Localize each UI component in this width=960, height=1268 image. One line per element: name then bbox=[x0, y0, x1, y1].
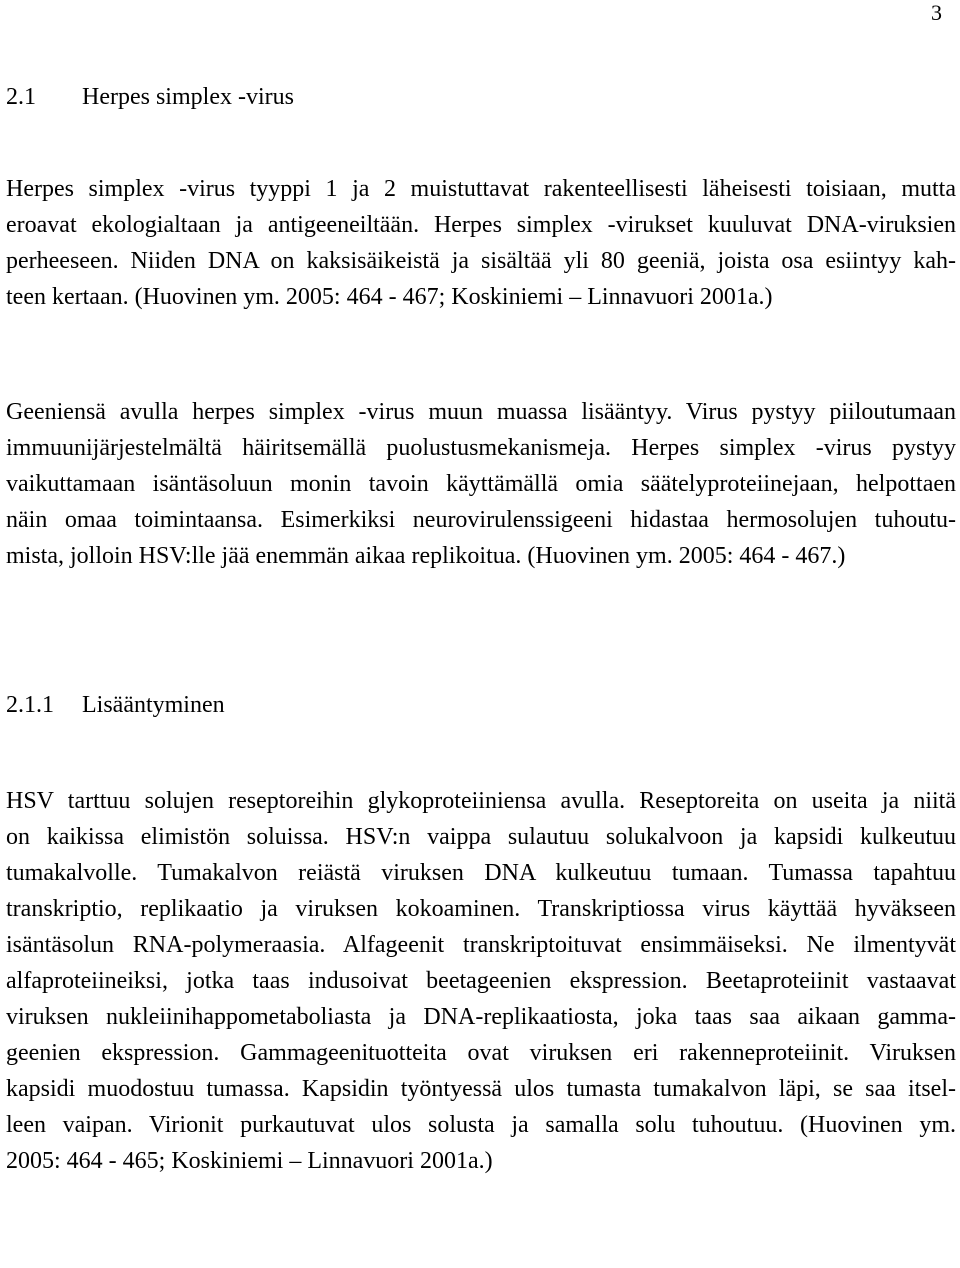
subsection-heading bbox=[6, 692, 225, 719]
paragraph-2 bbox=[6, 394, 956, 574]
page-number: 3 bbox=[931, 0, 942, 25]
paragraph-line: geenien ekspression. Gammageenituotteita ovat viruksen eri rakenneproteiinit. Viruksen bbox=[6, 1040, 956, 1066]
section-number: 2.1 bbox=[6, 84, 36, 110]
paragraph-line: vaikuttamaan isäntäsoluun monin tavoin käyttämällä omia säätelyproteiinejaan, helpottaen bbox=[6, 471, 956, 497]
section-heading bbox=[6, 84, 294, 111]
paragraph-line: teen kertaan. (Huovinen ym. 2005: 464 - 467; Koskiniemi – Linnavuori 2001a.) bbox=[6, 284, 773, 310]
paragraph-line: tumakalvolle. Tumakalvon reiästä viruksen DNA kulkeutuu tumaan. Tumassa tapahtuu bbox=[6, 860, 956, 886]
section-title: Herpes simplex -virus bbox=[82, 84, 294, 110]
paragraph-line: mista, jolloin HSV:lle jää enemmän aikaa replikoitua. (Huovinen ym. 2005: 464 - 467.) bbox=[6, 543, 846, 569]
paragraph-line: immuunijärjestelmältä häiritsemällä puolustusmekanismeja. Herpes simplex -virus pystyy bbox=[6, 435, 956, 461]
paragraph-line: eroavat ekologialtaan ja antigeeneiltään. Herpes simplex -virukset kuuluvat DNA-viruksien bbox=[6, 212, 956, 238]
paragraph-line: on kaikissa elimistön soluissa. HSV:n vaippa sulautuu solukalvoon ja kapsidi kulkeutuu bbox=[6, 824, 956, 850]
paragraph-line: Geeniensä avulla herpes simplex -virus muun muassa lisääntyy. Virus pystyy piiloutumaan bbox=[6, 399, 956, 425]
paragraph-line: leen vaipan. Virionit purkautuvat ulos solusta ja samalla solu tuhoutuu. (Huovinen ym. bbox=[6, 1112, 956, 1138]
paragraph-line: kapsidi muodostuu tumassa. Kapsidin työntyessä ulos tumasta tumakalvon läpi, se saa itsel- bbox=[6, 1076, 956, 1102]
paragraph-line: näin omaa toimintaansa. Esimerkiksi neurovirulenssigeeni hidastaa hermosolujen tuhoutu- bbox=[6, 507, 956, 533]
paragraph-line: alfaproteiineiksi, jotka taas indusoivat beetageenien ekspression. Beetaproteiinit vastaavat bbox=[6, 968, 956, 994]
paragraph-line: Herpes simplex -virus tyyppi 1 ja 2 muistuttavat rakenteellisesti läheisesti toisiaan, mutta bbox=[6, 176, 956, 202]
paragraph-line: perheeseen. Niiden DNA on kaksisäikeistä ja sisältää yli 80 geeniä, joista osa esiintyy kah- bbox=[6, 248, 956, 274]
paragraph-line: viruksen nukleiinihappometaboliasta ja DNA-replikaatiosta, joka taas saa aikaan gamma- bbox=[6, 1004, 956, 1030]
subsection-number: 2.1.1 bbox=[6, 692, 54, 718]
subsection-title: Lisääntyminen bbox=[82, 692, 225, 718]
paragraph-3 bbox=[6, 783, 956, 1179]
paragraph-line: isäntäsolun RNA-polymeraasia. Alfageenit transkriptoituvat ensimmäiseksi. Ne ilmentyvät bbox=[6, 932, 956, 958]
paragraph-line: HSV tarttuu solujen reseptoreihin glykoproteiiniensa avulla. Reseptoreita on useita ja niitä bbox=[6, 788, 956, 814]
paragraph-line: transkriptio, replikaatio ja viruksen kokoaminen. Transkriptiossa virus käyttää hyväkseen bbox=[6, 896, 956, 922]
paragraph-1 bbox=[6, 171, 956, 315]
paragraph-line: 2005: 464 - 465; Koskiniemi – Linnavuori 2001a.) bbox=[6, 1148, 493, 1174]
